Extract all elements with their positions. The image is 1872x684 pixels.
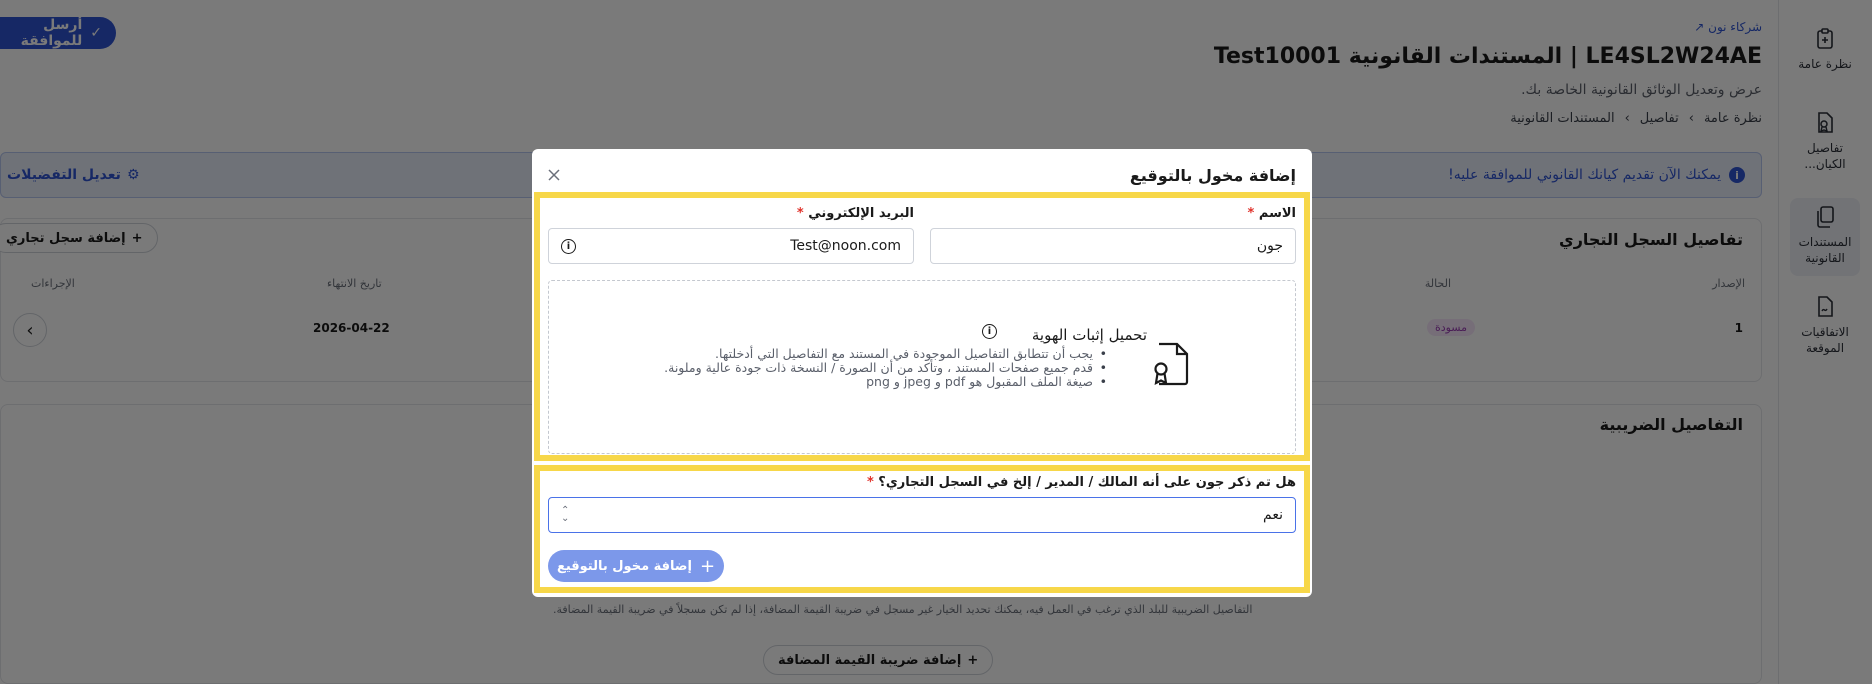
up-down-chevron-icon: ⌃ ⌄	[561, 505, 570, 524]
add-signatory-button[interactable]: + إضافة مخول بالتوقيع	[548, 550, 724, 582]
owner-question-label: هل تم ذكر جون على أنه المالك / المدير / إلخ في السجل التجاري؟ *	[866, 475, 1296, 490]
add-signatory-modal	[532, 149, 1312, 597]
modal-title: إضافة مخول بالتوقيع	[1129, 166, 1296, 185]
owner-question-select[interactable]: نعم ⌃ ⌄	[548, 497, 1296, 533]
name-label: الاسم *	[1247, 206, 1296, 221]
email-field[interactable]: Test@noon.com i	[548, 228, 914, 264]
upload-requirements-list	[664, 347, 1107, 389]
id-upload-dropzone[interactable]	[548, 280, 1296, 454]
close-icon[interactable]	[546, 167, 562, 183]
info-icon: i	[561, 239, 576, 254]
email-label: البريد الإلكتروني *	[796, 206, 914, 221]
name-field[interactable]: جون	[930, 228, 1296, 264]
required-mark: *	[866, 475, 874, 490]
required-mark: *	[1247, 206, 1255, 221]
list-item: • قدم جميع صفحات المستند ، وتأكد من أن الصورة / النسخة ذات جودة عالية وملونة.	[664, 361, 1107, 375]
list-item: • صيغة الملف المقبول هو pdf و jpeg و png	[664, 375, 1107, 389]
plus-icon: +	[699, 555, 716, 577]
list-item: • يجب أن تتطابق التفاصيل الموجودة في المستند مع التفاصيل التي أدخلتها.	[664, 347, 1107, 361]
required-mark: *	[796, 206, 804, 221]
upload-title: تحميل إثبات الهوية	[1031, 326, 1147, 344]
document-certificate-icon	[1151, 342, 1191, 386]
info-icon: i	[982, 324, 997, 339]
